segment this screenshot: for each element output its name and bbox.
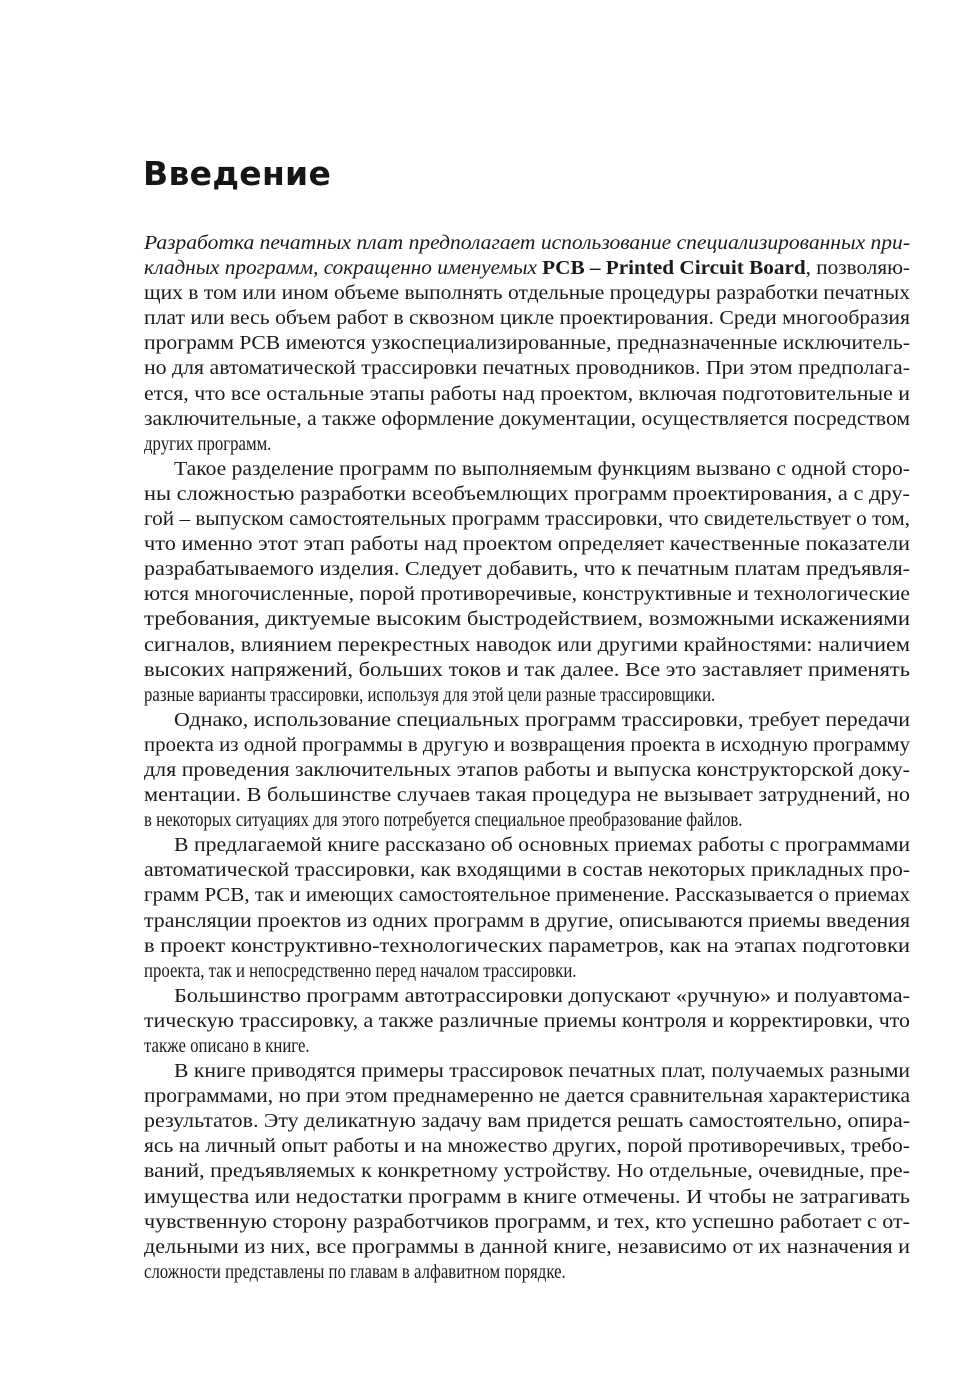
text-line-content: [144, 733, 910, 758]
text-segment: высоких напряжений, больших токов и так далее. Все это заставляет применять: [144, 659, 910, 681]
text-line: [144, 1159, 910, 1184]
text-line: [144, 582, 910, 607]
text-segment: проекта, так и непосредственно перед началом трассировки.: [144, 960, 577, 982]
text-segment: разрабатываемого изделия. Следует добавить, что к печатным платам предъявля-: [144, 559, 910, 581]
text-line-content: [144, 331, 910, 356]
text-segment: ясь на личный опыт работы и на множество других, порой противоречивых, требо-: [144, 1136, 910, 1158]
text-line: [144, 1009, 910, 1034]
text-line: [144, 733, 910, 758]
text-line: [144, 758, 910, 783]
text-line-content: [144, 1235, 910, 1260]
text-line: [144, 457, 910, 482]
text-line: [144, 507, 910, 532]
text-segment: гой – выпуском самостоятельных программ трассировки, что свидетельствует о том,: [144, 509, 910, 531]
text-segment: Большинство программ автотрассировки допускают «ручную» и полуавтома-: [174, 985, 910, 1007]
text-line: [144, 356, 910, 381]
text-line-content: [144, 306, 910, 331]
text-line-content: [144, 432, 271, 457]
text-line: [144, 959, 910, 984]
text-segment: заключительные, а также оформление документации, осуществляется посредством: [144, 408, 910, 430]
text-line: [144, 808, 910, 833]
page-title: Введение: [143, 154, 332, 193]
text-line-content: [144, 582, 910, 607]
text-line-content: [144, 557, 910, 582]
text-line-content: [174, 708, 910, 733]
text-line-content: [144, 783, 910, 808]
text-line-content: [144, 407, 910, 432]
text-line: [144, 633, 910, 658]
text-line: [144, 658, 910, 683]
text-line-content: [144, 356, 910, 381]
text-line-content: [144, 1210, 910, 1235]
text-segment: В предлагаемой книге рассказано об основных приемах работы с программами: [174, 835, 910, 857]
text-line-content: [144, 231, 910, 256]
text-segment: имущества или недостатки программ в книге отмечены. И чтобы не затрагивать: [144, 1186, 910, 1208]
text-line-content: [144, 607, 910, 632]
text-segment: в некоторых ситуациях для этого потребуется специальное преобразование файлов.: [144, 810, 743, 832]
text-segment: В книге приводятся примеры трассировок печатных плат, получаемых разными: [174, 1061, 910, 1083]
text-line: [144, 532, 910, 557]
text-segment: Однако, использование специальных программ трассировки, требует передачи: [174, 709, 910, 731]
text-line-content: [144, 482, 910, 507]
text-line: [144, 833, 910, 858]
text-line: [144, 1084, 910, 1109]
text-line-content: [144, 382, 910, 407]
paragraph: [144, 833, 910, 984]
text-line: [144, 883, 910, 908]
text-line: [144, 783, 910, 808]
text-segment: что именно этот этап работы над проектом определяет качественные показатели: [144, 534, 911, 556]
text-segment: ментации. В большинстве случаев такая процедура не вызывает затруднений, но: [144, 785, 910, 807]
text-line: [144, 708, 910, 733]
text-line-content: [144, 1185, 910, 1210]
text-line-content: [144, 281, 910, 306]
text-line-content: [144, 1159, 910, 1184]
text-line-content: [144, 934, 910, 959]
text-line: [144, 1059, 910, 1084]
bold-term: PCB – Printed Circuit Board: [542, 258, 806, 280]
text-line-content: [144, 858, 910, 883]
text-line: [144, 482, 910, 507]
text-segment: также описано в книге.: [144, 1036, 310, 1057]
text-line: [144, 432, 910, 457]
text-segment: тическую трассировку, а также различные приемы контроля и корректировки, что: [144, 1010, 910, 1032]
text-segment: трансляции проектов из одних программ в другие, описываются приемы введения: [144, 910, 910, 932]
text-line: [144, 382, 910, 407]
text-line: [144, 683, 910, 708]
text-line-content: [144, 658, 910, 683]
text-line: [144, 1210, 910, 1235]
text-line: [144, 1185, 910, 1210]
text-line: [144, 281, 910, 306]
text-line-content: [174, 1059, 910, 1084]
text-segment: требования, диктуемые высоким быстродействием, возможными искажениями: [144, 609, 910, 631]
paragraph: [144, 984, 910, 1059]
text-line-content: [174, 457, 910, 482]
text-segment: сигналов, влиянием перекрестных наводок или другими крайностями: наличием: [144, 634, 910, 656]
text-segment: программ PCB имеются узкоспециализированные, предназначенные исключитель-: [144, 333, 910, 355]
text-segment: ются многочисленные, порой противоречивые, конструктивные и технологические: [144, 584, 910, 606]
text-line-content: [144, 909, 910, 934]
text-line-content: [144, 1109, 910, 1134]
text-line-content: [174, 984, 910, 1009]
text-line: [144, 331, 910, 356]
text-segment: проекта из одной программы в другую и возвращения проекта в исходную программу: [144, 734, 910, 756]
text-line-content: [144, 883, 910, 908]
text-line-content: [144, 1084, 910, 1109]
text-line: [144, 984, 910, 1009]
text-line-content: [144, 758, 910, 783]
text-line: [144, 858, 910, 883]
text-segment: чувственную сторону разработчиков программ, и тех, кто успешно работает с от-: [144, 1211, 910, 1233]
text-line: [144, 934, 910, 959]
text-line-content: [144, 1034, 310, 1059]
text-segment: программами, но при этом преднамеренно не дается сравнительная характеристика: [144, 1086, 910, 1108]
text-line: [144, 306, 910, 331]
paragraph: [144, 457, 910, 708]
text-line-content: [144, 808, 742, 833]
text-segment: результатов. Эту деликатную задачу вам придется решать самостоятельно, опира-: [144, 1111, 910, 1133]
text-line-content: [144, 959, 576, 984]
text-segment: но для автоматической трассировки печатных проводников. При этом предполага-: [144, 358, 910, 380]
text-segment: плат или весь объем работ в сквозном цикле проектирования. Среди многообразия: [144, 308, 911, 330]
text-line: [144, 909, 910, 934]
text-segment: для проведения заключительных этапов работы и выпуска конструкторской доку-: [144, 759, 910, 781]
text-segment: сложности представлены по главам в алфавитном порядке.: [144, 1261, 566, 1283]
italic-text: кладных программ, сокращенно именуемых: [144, 258, 543, 280]
text-segment: Такое разделение программ по выполняемым функциям вызвано с одной сторо-: [174, 458, 910, 480]
intro-paragraph: [144, 231, 910, 457]
text-line: [144, 256, 910, 281]
text-line-content: [144, 1009, 910, 1034]
text-line-content: [144, 1260, 566, 1285]
document-body: [144, 231, 910, 1285]
text-line-content: [144, 507, 910, 532]
text-segment: ны сложностью разработки всеобъемлющих программ проектирования, а с дру-: [144, 483, 910, 505]
text-line: [144, 1134, 910, 1159]
text-line: [144, 1260, 910, 1285]
text-line: [144, 1034, 910, 1059]
text-line-content: [174, 833, 910, 858]
text-line: [144, 1235, 910, 1260]
text-segment: ется, что все остальные этапы работы над проектом, включая подготовительные и: [144, 383, 910, 405]
paragraph: [144, 708, 910, 833]
text-segment: разные варианты трассировки, используя для этой цели разные трассировщики.: [144, 684, 716, 706]
text-line-content: [144, 532, 910, 557]
text-segment: ваний, предъявляемых к конкретному устройству. Но отдельные, очевидные, пре-: [144, 1161, 911, 1183]
text-line: [144, 407, 910, 432]
text-segment: щих в том или ином объеме выполнять отдельные процедуры разработки печатных: [144, 283, 911, 305]
text-line: [144, 1109, 910, 1134]
text-segment: грамм PCB, так и имеющих самостоятельное применение. Рассказывается о приемах: [144, 885, 910, 907]
text-segment: в проект конструктивно-технологических параметров, как на этапах подготовки: [144, 935, 911, 957]
text-line: [144, 231, 910, 256]
text-segment: автоматической трассировки, как входящими в состав некоторых прикладных про-: [144, 860, 910, 882]
text-segment: , позволяю-: [805, 258, 910, 280]
text-segment: других программ.: [144, 433, 272, 455]
text-line-content: [144, 633, 910, 658]
text-segment: дельными из них, все программы в данной книге, независимо от их назначения и: [144, 1236, 910, 1258]
text-line-content: [144, 1134, 910, 1159]
text-line: [144, 557, 910, 582]
paragraph: [144, 1059, 910, 1285]
text-line-content: [144, 256, 910, 281]
text-line-content: [144, 683, 715, 708]
italic-text: Разработка печатных плат предполагает использование специализированных при-: [144, 233, 910, 254]
text-line: [144, 607, 910, 632]
